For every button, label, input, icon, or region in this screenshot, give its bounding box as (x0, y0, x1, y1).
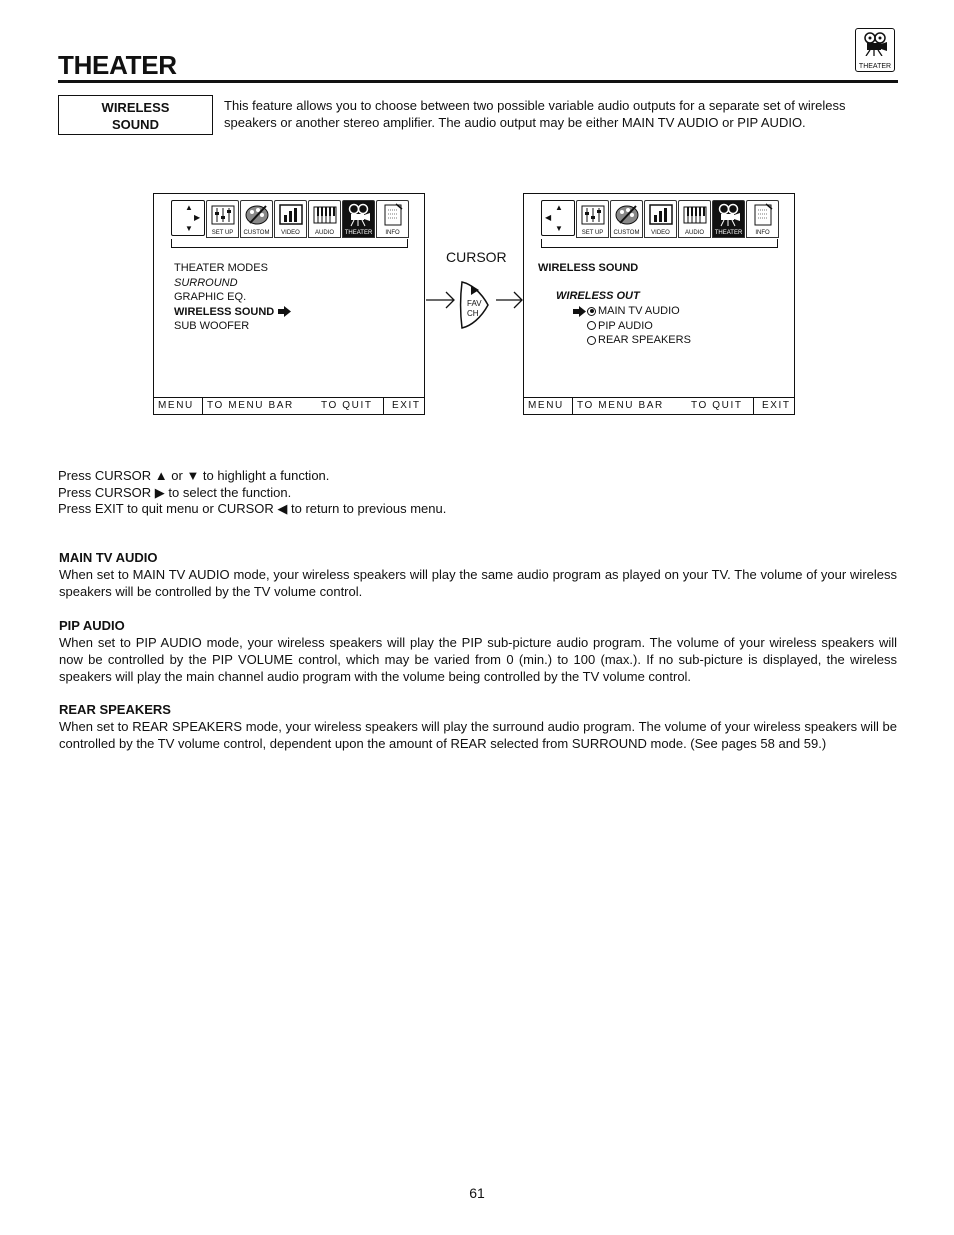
icon-bar-rule (541, 239, 778, 248)
menu-item-label: CUSTOM (243, 230, 270, 236)
selection-arrow-icon (278, 306, 291, 317)
menu-item-wireless-sound-row[interactable] (174, 305, 291, 320)
section-rear-speakers (59, 701, 897, 752)
theater-menu-icon[interactable] (712, 200, 745, 238)
custom-menu-icon[interactable] (240, 200, 273, 238)
radio-selected-icon (587, 307, 596, 316)
title-rule (58, 80, 898, 83)
menu-item-theater-modes[interactable]: THEATER MODES (174, 262, 268, 274)
icon-bar-rule (171, 239, 408, 248)
feature-label-box (58, 95, 213, 135)
page-number: 61 (469, 1185, 485, 1201)
video-menu-icon[interactable] (644, 200, 677, 238)
radio-unselected-icon (587, 336, 596, 345)
footer-to-quit: TO QUIT (691, 400, 743, 411)
footer-menu: MENU (528, 400, 564, 411)
arrow-to-screen-icon (494, 285, 524, 315)
menu-item-label: SET UP (211, 230, 234, 236)
menu-item-label: AUDIO (684, 230, 704, 236)
menu-icon-bar (541, 200, 780, 240)
footer-to-menu-bar: TO MENU BAR (572, 398, 683, 414)
tv-screen-wireless-sound (523, 193, 795, 415)
info-menu-icon[interactable] (746, 200, 779, 238)
audio-menu-icon[interactable] (308, 200, 341, 238)
instruction-line: Press EXIT to quit menu or CURSOR ◀ to return to previous menu. (58, 501, 447, 516)
audio-menu-icon[interactable] (678, 200, 711, 238)
menu-item-label: VIDEO (281, 230, 300, 236)
screen-footer (154, 397, 424, 414)
footer-exit: EXIT (383, 398, 421, 414)
option-label: PIP AUDIO (598, 319, 653, 332)
menu-item-graphic-eq[interactable]: GRAPHIC EQ. (174, 291, 247, 303)
instructions (58, 468, 446, 518)
cursor-pad-icon: ▲ ▶ ▼ (171, 200, 205, 236)
menu-item-label: AUDIO (314, 230, 334, 236)
section-body: When set to PIP AUDIO mode, your wireless speakers will play the PIP sub-picture audio program. The volume of your wireless speakers will now be controlled by the PIP VOLUME control, which may be varied from 0 (min.) to 100 (max.). If no sub-picture is displayed, the wireless speakers will play the main channel audio program with the volume being controlled by the TV volume control. (59, 635, 897, 684)
cursor-label: CURSOR (446, 249, 507, 265)
menu-icon-bar (171, 200, 410, 240)
menu-item-label: THEATER (714, 230, 743, 236)
footer-exit: EXIT (753, 398, 791, 414)
instruction-line: Press CURSOR ▶ to select the function. (58, 484, 292, 500)
feature-label-line1: WIRELESS (101, 100, 170, 115)
menu-item-label: INFO (755, 230, 770, 236)
menu-item-wireless-sound: WIRELESS SOUND (174, 305, 275, 318)
footer-menu: MENU (158, 400, 194, 411)
feature-intro: This feature allows you to choose between two possible variable audio outputs for a separate set of wireless speakers or another stereo amplifier. The audio output may be either MAIN TV AUDIO or PIP AUDIO. (224, 98, 846, 130)
menu-item-surround[interactable]: SURROUND (174, 276, 238, 289)
section-heading: REAR SPEAKERS (59, 702, 171, 717)
setup-menu-icon[interactable] (576, 200, 609, 238)
theater-menu-list (174, 261, 291, 334)
section-body: When set to MAIN TV AUDIO mode, your wireless speakers will play the same audio program as played on your TV. The volume of your wireless speakers will be controlled by the TV volume control. (59, 567, 897, 599)
radio-unselected-icon (587, 321, 596, 330)
info-menu-icon[interactable] (376, 200, 409, 238)
instruction-line: Press CURSOR ▲ or ▼ to highlight a function. (58, 468, 330, 483)
wireless-out-heading: WIRELESS OUT (556, 290, 640, 302)
menu-item-label: THEATER (344, 230, 373, 236)
tv-screen-theater-menu (153, 193, 425, 415)
cursor-pad-icon: ▲ ◀ ▼ (541, 200, 575, 236)
section-body: When set to REAR SPEAKERS mode, your wireless speakers will play the surround audio program. The volume of your wireless speakers will be controlled by the TV volume control, dependent upon the amount of REAR selected from SURROUND mode. (See pages 58 and 59.) (59, 719, 897, 751)
menu-item-label: CUSTOM (613, 230, 640, 236)
feature-label-line2: SOUND (112, 117, 159, 132)
option-main-tv-audio[interactable] (573, 304, 691, 319)
option-pip-audio[interactable] (573, 319, 691, 334)
theater-icon (855, 28, 895, 72)
menu-item-label: SET UP (581, 230, 604, 236)
footer-to-menu-bar: TO MENU BAR (202, 398, 313, 414)
theater-menu-icon[interactable] (342, 200, 375, 238)
video-menu-icon[interactable] (274, 200, 307, 238)
option-label: MAIN TV AUDIO (598, 305, 680, 317)
section-heading: PIP AUDIO (59, 618, 125, 633)
fav-ch-label: FAV CH (467, 299, 482, 318)
section-heading: MAIN TV AUDIO (59, 550, 158, 565)
option-rear-speakers[interactable] (573, 333, 691, 348)
wireless-out-options (573, 304, 691, 348)
custom-menu-icon[interactable] (610, 200, 643, 238)
cursor-right-key (459, 272, 491, 338)
section-pip-audio (59, 617, 897, 685)
menu-item-label: VIDEO (651, 230, 670, 236)
menu-item-label: INFO (385, 230, 400, 236)
screen-footer (524, 397, 794, 414)
selection-arrow-icon (573, 306, 586, 317)
header-icon-label: THEATER (858, 63, 892, 70)
option-label: REAR SPEAKERS (598, 334, 691, 346)
section-main-tv-audio (59, 549, 897, 600)
footer-to-quit: TO QUIT (321, 400, 373, 411)
arrow-to-cursor-icon (424, 285, 456, 315)
menu-item-sub-woofer[interactable]: SUB WOOFER (174, 320, 250, 332)
page-title: THEATER (58, 50, 177, 80)
setup-menu-icon[interactable] (206, 200, 239, 238)
wireless-sound-heading: WIRELESS SOUND (538, 262, 639, 274)
